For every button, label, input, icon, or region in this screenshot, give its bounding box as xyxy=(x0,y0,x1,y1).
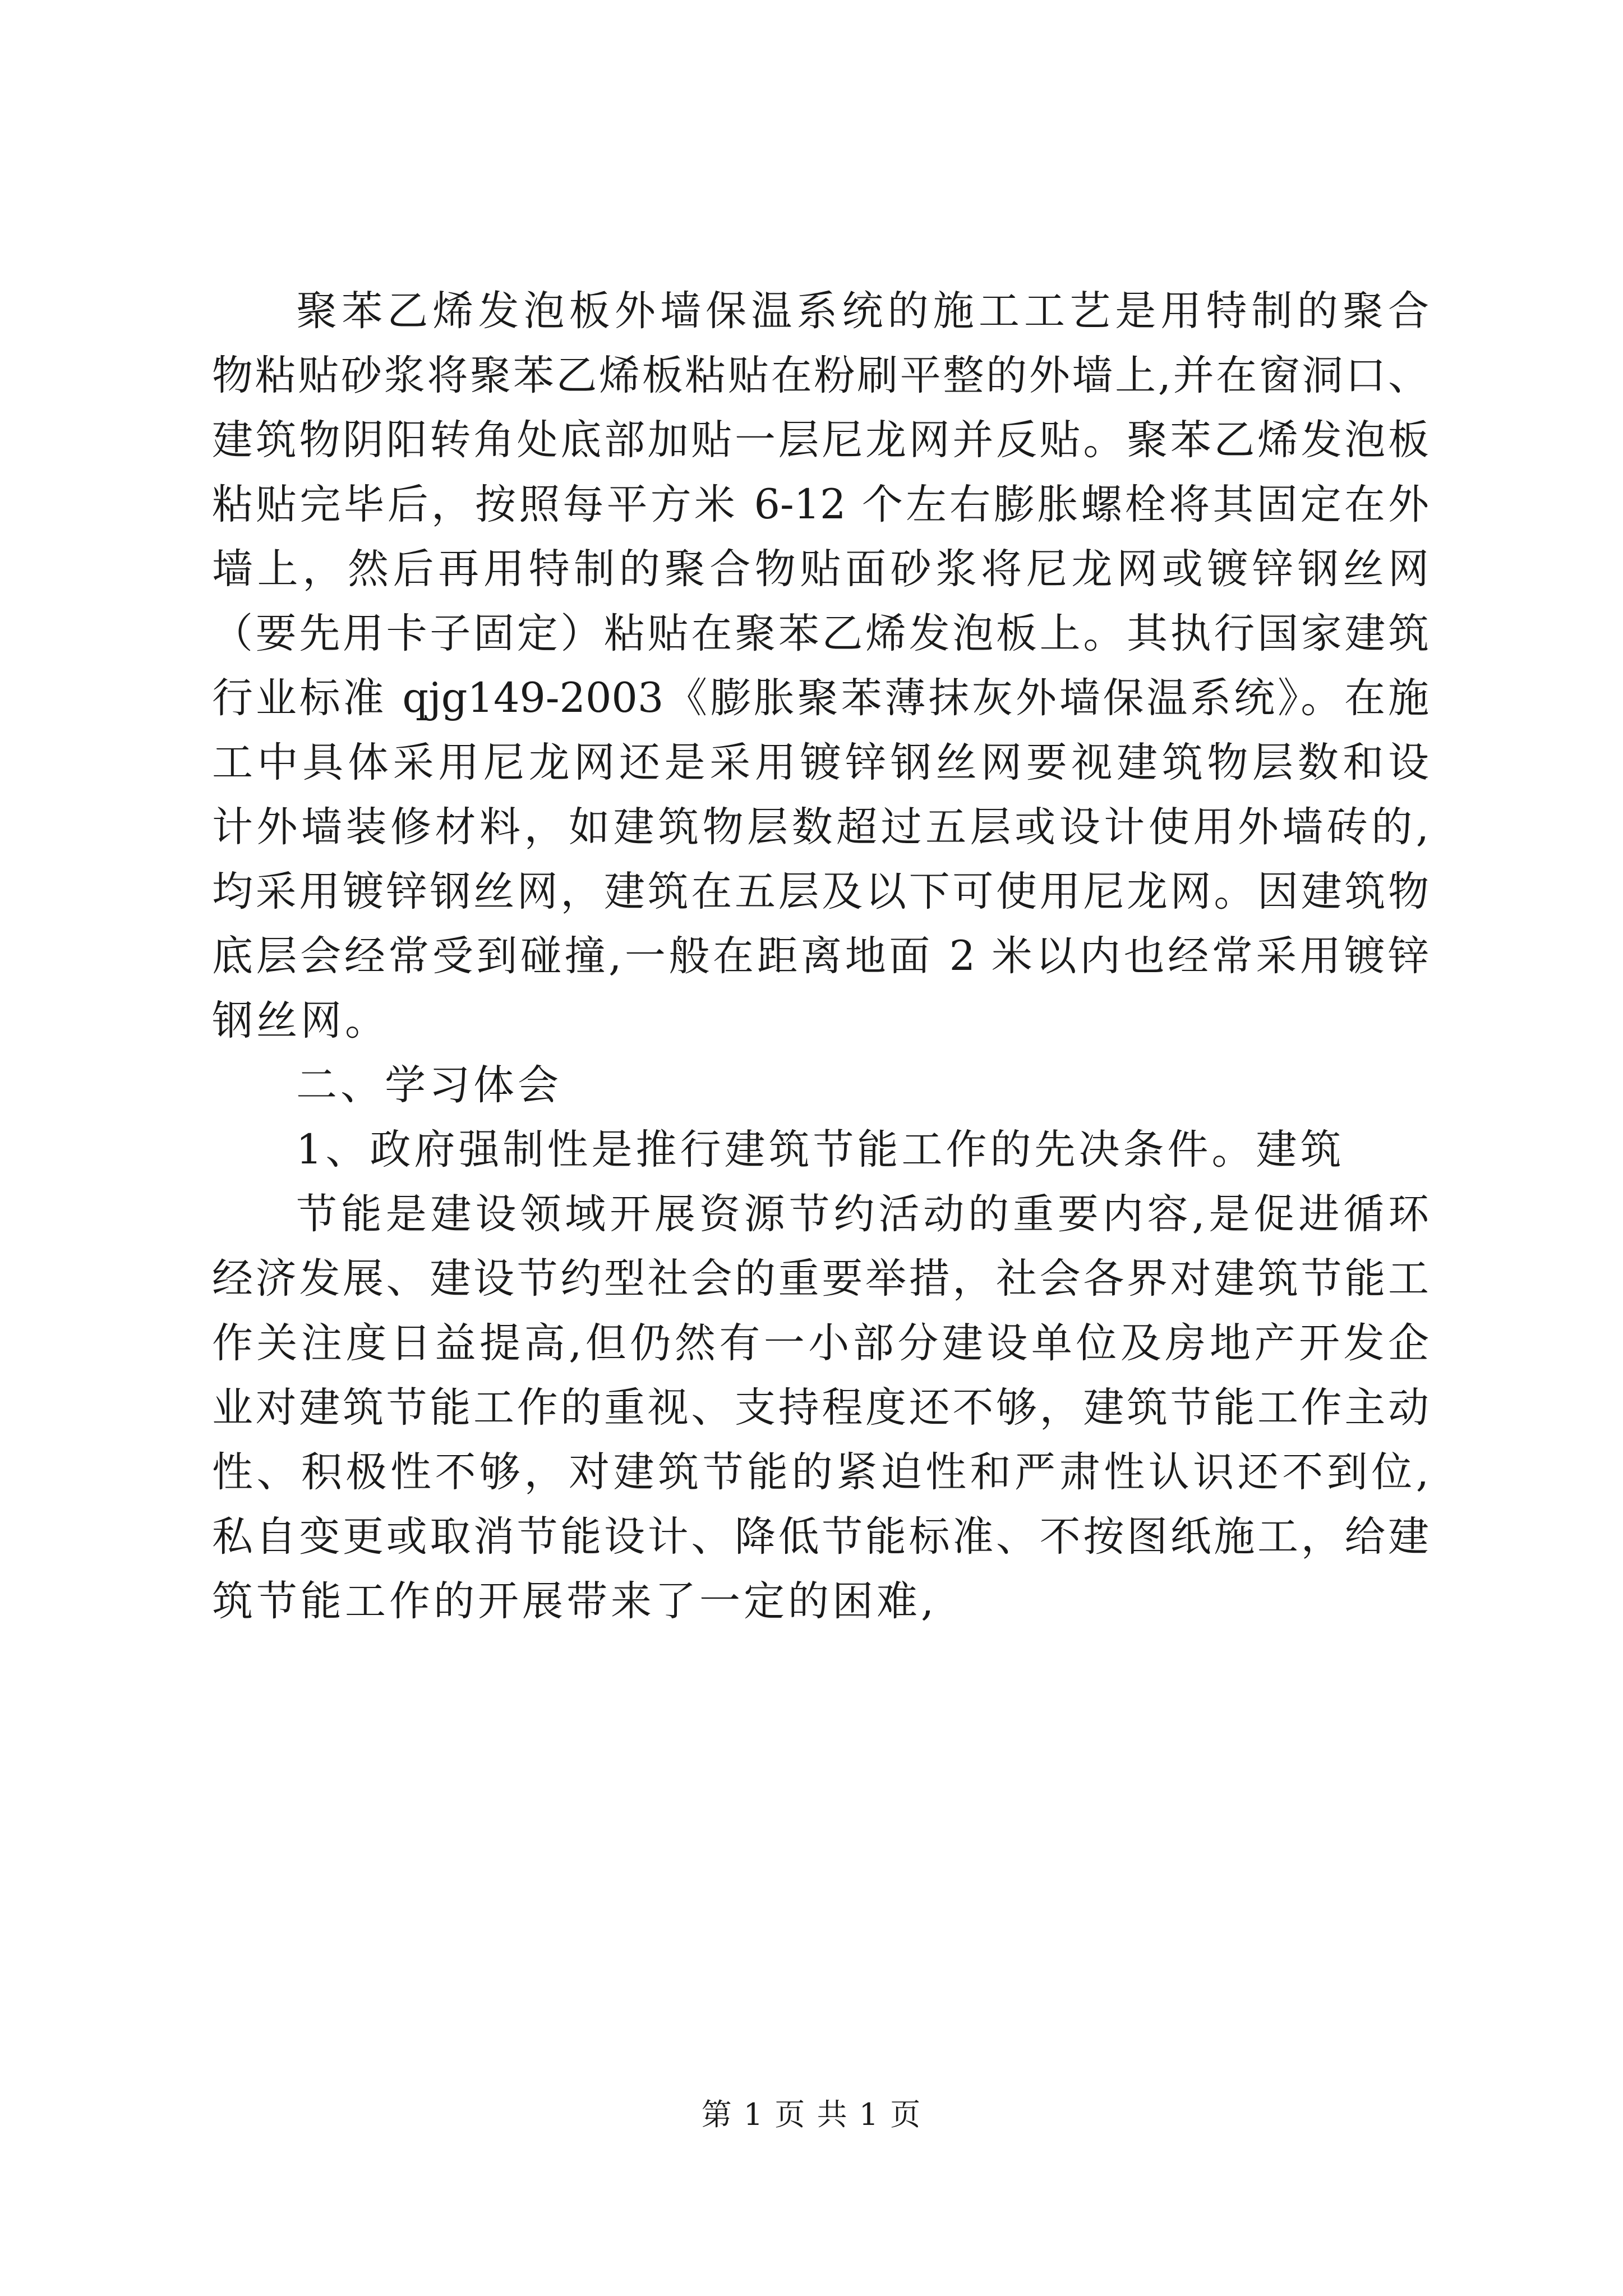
paragraph-line: 钢丝网。 xyxy=(212,997,389,1045)
paragraph-line: （要先用卡子固定）粘贴在聚苯乙烯发泡板上。其执行国家建筑 xyxy=(212,610,1429,657)
paragraph-line: 性、积极性不够，对建筑节能的紧迫性和严肃性认识还不到位, xyxy=(212,1448,1429,1496)
paragraph-line: 业对建筑节能工作的重视、支持程度还不够，建筑节能工作主动 xyxy=(212,1384,1429,1432)
paragraph-line: 筑节能工作的开展带来了一定的困难, xyxy=(212,1577,938,1625)
paragraph-line: 私自变更或取消节能设计、降低节能标准、不按图纸施工，给建 xyxy=(212,1513,1429,1561)
page-number-footer: 第 1 页 共 1 页 xyxy=(701,2097,922,2132)
paragraph-line: 节能是建设领域开展资源节约活动的重要内容,是促进循环 xyxy=(296,1190,1429,1238)
paragraph-line: 行业标准 qjg149-2003《膨胀聚苯薄抹灰外墙保温系统》。在施 xyxy=(212,674,1429,722)
paragraph-line: 底层会经常受到碰撞,一般在距离地面 2 米以内也经常采用镀锌 xyxy=(212,932,1429,980)
paragraph-line: 作关注度日益提高,但仍然有一小部分建设单位及房地产开发企 xyxy=(212,1319,1429,1367)
paragraph-line: 物粘贴砂浆将聚苯乙烯板粘贴在粉刷平整的外墙上,并在窗洞口、 xyxy=(212,352,1429,399)
paragraph-line: 均采用镀锌钢丝网，建筑在五层及以下可使用尼龙网。因建筑物 xyxy=(212,868,1429,915)
paragraph-line: 粘贴完毕后，按照每平方米 6-12 个左右膨胀螺栓将其固定在外 xyxy=(212,481,1429,528)
section-heading: 二、学习体会 xyxy=(296,1061,562,1109)
paragraph-line: 墙上，然后再用特制的聚合物贴面砂浆将尼龙网或镀锌钢丝网 xyxy=(212,545,1429,593)
subsection-heading: 1、政府强制性是推行建筑节能工作的先决条件。建筑 xyxy=(296,1126,1345,1174)
paragraph-line: 聚苯乙烯发泡板外墙保温系统的施工工艺是用特制的聚合 xyxy=(296,287,1429,335)
paragraph-line: 建筑物阴阳转角处底部加贴一层尼龙网并反贴。聚苯乙烯发泡板 xyxy=(212,416,1429,464)
paragraph-line: 计外墙装修材料，如建筑物层数超过五层或设计使用外墙砖的, xyxy=(212,803,1429,851)
paragraph-line: 经济发展、建设节约型社会的重要举措，社会各界对建筑节能工 xyxy=(212,1255,1429,1303)
paragraph-line: 工中具体采用尼龙网还是采用镀锌钢丝网要视建筑物层数和设 xyxy=(212,739,1429,786)
